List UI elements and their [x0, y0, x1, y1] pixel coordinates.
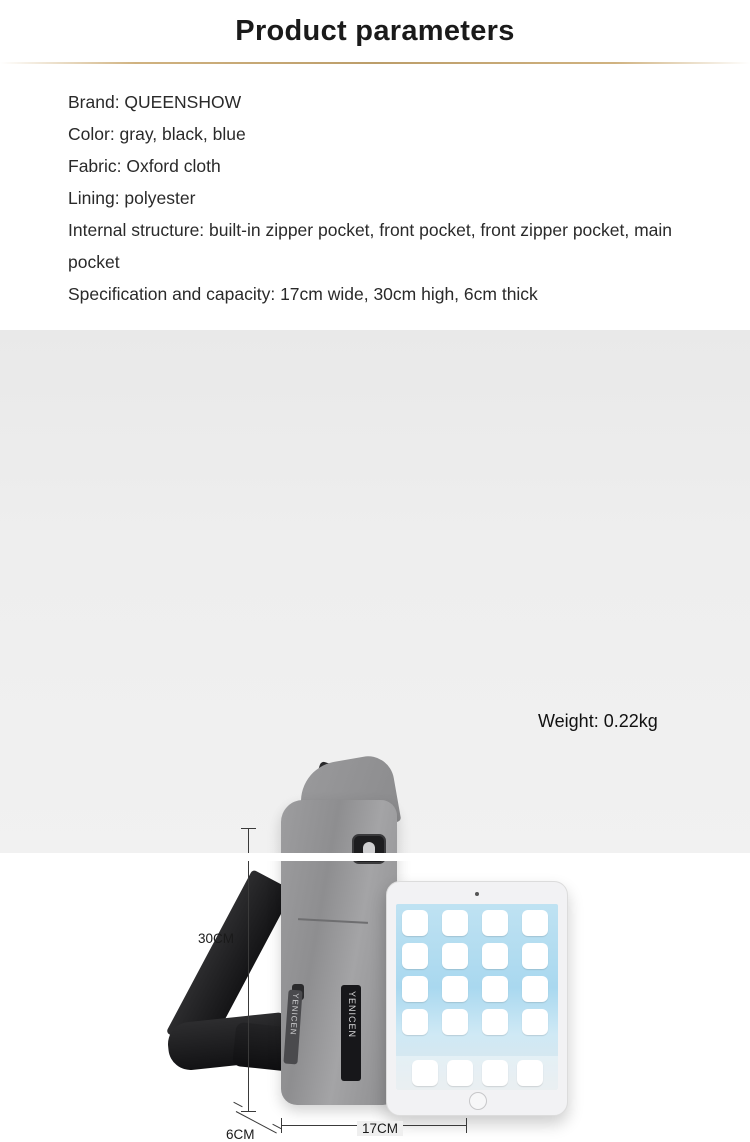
- tablet-home-button: [469, 1092, 487, 1110]
- width-dimension-tick-right: [466, 1118, 467, 1133]
- thickness-dimension-tick-top: [233, 1102, 242, 1108]
- height-dimension-tick-bottom: [241, 1111, 256, 1112]
- thickness-dimension-label: 6CM: [226, 1127, 255, 1142]
- bag-brand-label-text: YENICEN: [347, 991, 357, 1039]
- spec-lining: Lining: polyester: [68, 188, 196, 208]
- app-icon: [482, 976, 508, 1002]
- tablet-screen: [396, 904, 558, 1090]
- header-divider: [0, 62, 750, 64]
- height-dimension-tick-top: [241, 828, 256, 829]
- spec-specification-capacity: Specification and capacity: 17cm wide, 30cm high, 6cm thick: [68, 284, 538, 304]
- spec-internal-structure: Internal structure: built-in zipper pocket, front pocket, front zipper pocket, main pocket: [68, 220, 677, 272]
- app-icon: [442, 976, 468, 1002]
- bag-side-label-text: YENICEN: [288, 992, 301, 1036]
- tablet-dock: [396, 1056, 558, 1090]
- app-icon: [522, 976, 548, 1002]
- header: [0, 0, 750, 62]
- app-icon: [442, 943, 468, 969]
- width-dimension-label: 17CM: [357, 1121, 403, 1136]
- page-title: Product parameters: [235, 14, 515, 47]
- tablet-app-grid: [402, 910, 552, 1035]
- height-dimension-line: [248, 828, 249, 1112]
- height-dimension-label: 30CM: [198, 931, 235, 946]
- app-icon: [522, 943, 548, 969]
- app-icon: [402, 976, 428, 1002]
- spec-fabric: Fabric: Oxford cloth: [68, 156, 221, 176]
- app-icon: [482, 910, 508, 936]
- app-icon: [402, 910, 428, 936]
- product-photo: [0, 330, 750, 1142]
- spec-color: Color: gray, black, blue: [68, 124, 246, 144]
- dock-app-icon: [412, 1060, 438, 1086]
- width-dimension-tick-left: [281, 1118, 282, 1133]
- app-icon: [522, 910, 548, 936]
- app-icon: [442, 1009, 468, 1035]
- footer-spacer: [0, 853, 750, 861]
- app-icon: [482, 943, 508, 969]
- bag-brand-label: [341, 985, 361, 1081]
- app-icon: [482, 1009, 508, 1035]
- dock-app-icon: [482, 1060, 508, 1086]
- app-icon: [402, 1009, 428, 1035]
- weight-label: Weight: 0.22kg: [538, 711, 658, 731]
- spec-list: [0, 64, 750, 330]
- app-icon: [522, 1009, 548, 1035]
- tablet-camera: [475, 892, 479, 896]
- tablet-device: [386, 881, 568, 1116]
- dock-app-icon: [517, 1060, 543, 1086]
- app-icon: [442, 910, 468, 936]
- app-icon: [402, 943, 428, 969]
- dock-app-icon: [447, 1060, 473, 1086]
- spec-brand: Brand: QUEENSHOW: [68, 92, 242, 112]
